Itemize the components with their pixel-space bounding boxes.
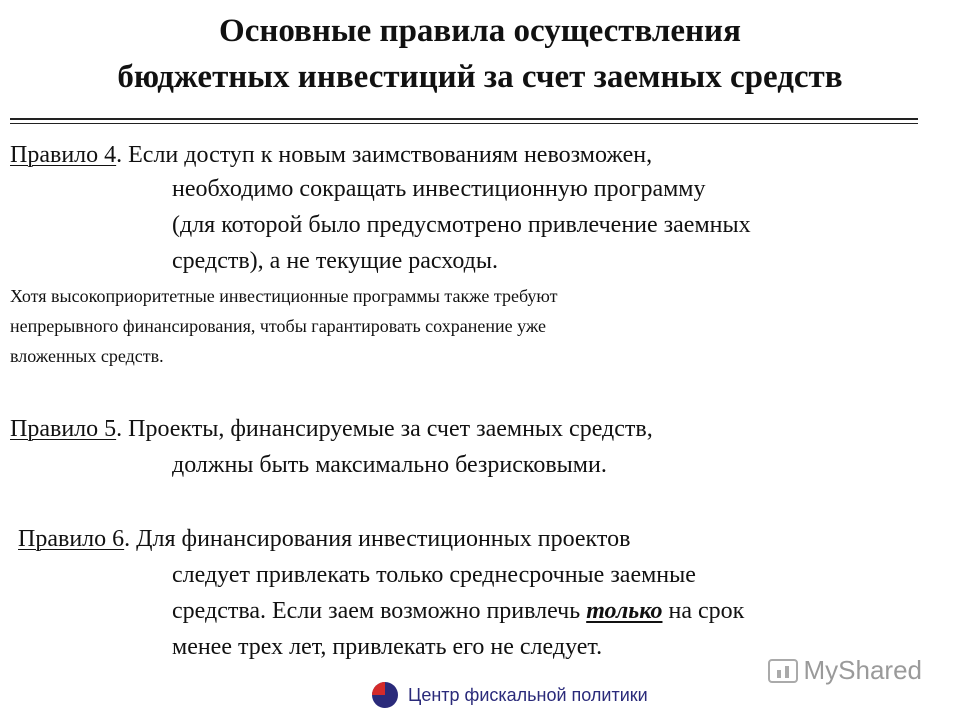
title-line-1: Основные правила осуществления: [219, 13, 741, 49]
chart-icon: [768, 659, 798, 683]
title-line-2: бюджетных инвестиций за счет заемных средств: [117, 59, 843, 95]
rule-6-separator: .: [124, 526, 137, 552]
note-line-3: вложенных средств.: [10, 346, 164, 366]
rule-5-label: Правило 5: [10, 416, 117, 442]
title-divider-bottom: [10, 123, 918, 124]
rule-6-line-2: следует привлекать только среднесрочные заемные: [172, 562, 696, 588]
rule-6-line-3: [172, 594, 744, 628]
rule-5-line-2: должны быть максимально безрисковыми.: [172, 452, 607, 478]
footer-text: Центр фискальной политики: [408, 684, 648, 705]
rule-4-label: Правило 4: [10, 142, 117, 168]
note-line-1: Хотя высокоприоритетные инвестиционные программы также требуют: [10, 286, 558, 306]
watermark-text: MyShared: [803, 655, 922, 685]
rule-6-line-4: менее трех лет, привлекать его не следует.: [172, 634, 603, 660]
rule-6-line-3-post: на срок: [662, 598, 745, 624]
rule-4-line-4: средств), а не текущие расходы.: [172, 248, 498, 274]
rule-4-line-3: (для которой было предусмотрено привлечение заемных: [172, 212, 751, 238]
rule-5-separator: .: [116, 416, 129, 442]
note-line-2: непрерывного финансирования, чтобы гарантировать сохранение уже: [10, 316, 547, 336]
watermark: [768, 655, 923, 686]
footer: [370, 680, 648, 710]
rule-4-separator: .: [116, 142, 129, 168]
rule-4-heading: [10, 138, 652, 172]
fiscal-center-logo-icon: [370, 680, 400, 710]
rule-5-line-1: Проекты, финансируемые за счет заемных средств,: [128, 416, 653, 442]
rule-5-heading: [10, 412, 653, 446]
title-divider-top: [10, 118, 918, 120]
rule-6-emphasis: только: [586, 598, 663, 624]
rule-6-label: Правило 6: [18, 526, 125, 552]
rule-6-line-3-pre: средства. Если заем возможно привлечь: [172, 598, 587, 624]
rule-4-line-1: Если доступ к новым заимствованиям невозможен,: [128, 142, 653, 168]
slide-title: [0, 8, 960, 100]
rule-4-line-2: необходимо сокращать инвестиционную программу: [172, 176, 706, 202]
rule-6-heading: [18, 522, 630, 556]
rule-6-line-1: Для финансирования инвестиционных проектов: [136, 526, 631, 552]
